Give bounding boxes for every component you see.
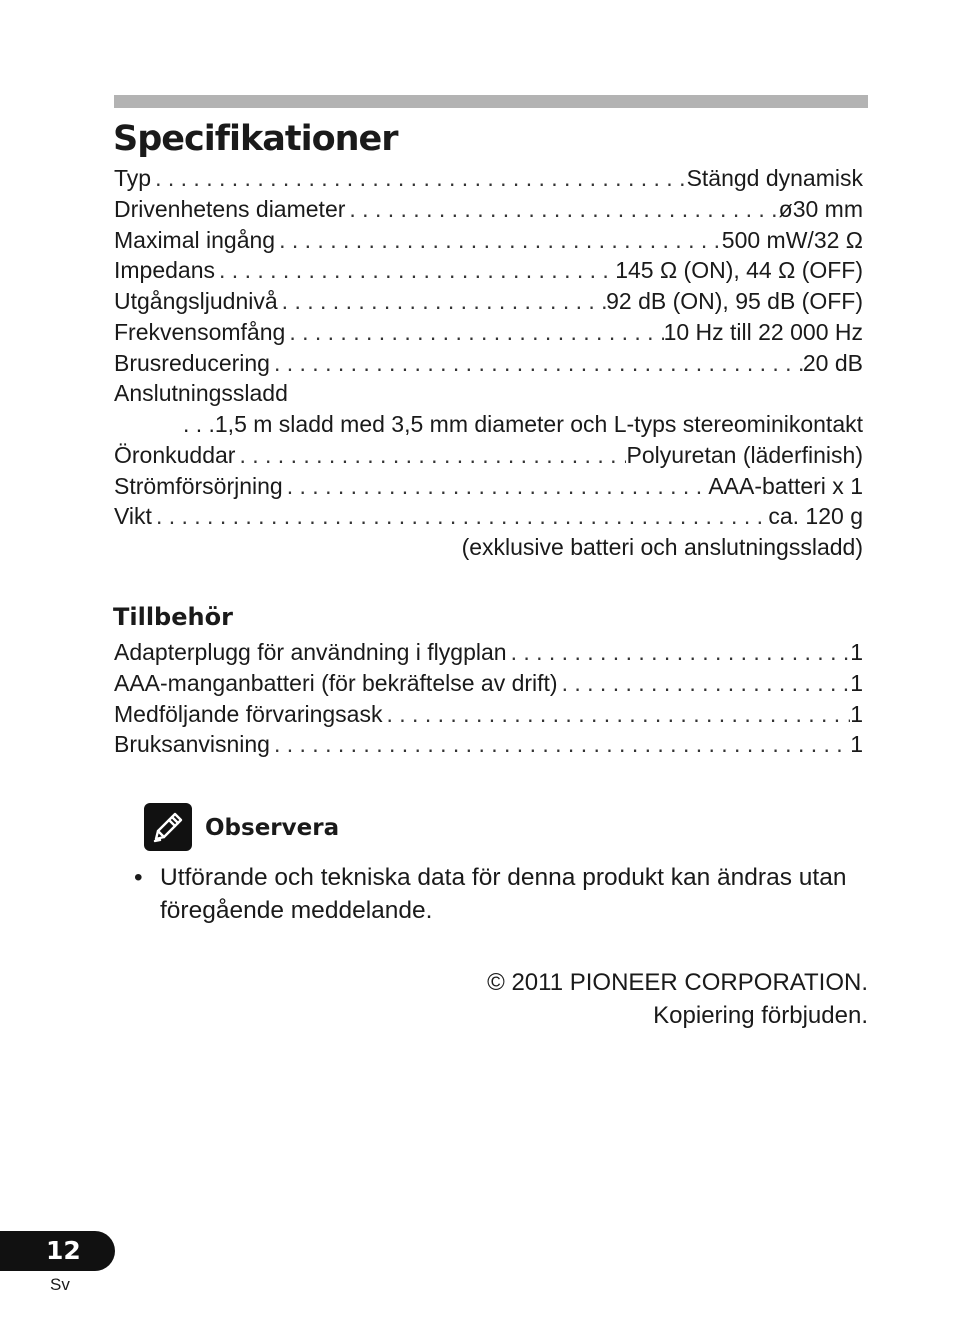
accessory-count: 1 [850, 700, 863, 727]
spec-value: Polyuretan (läderfinish) [626, 441, 863, 468]
spec-value: AAA-batteri x 1 [708, 472, 863, 499]
accessory-count: 1 [850, 669, 863, 696]
spec-row [114, 348, 863, 379]
accessory-row [114, 668, 863, 699]
copyright-line: © 2011 PIONEER CORPORATION. [487, 969, 868, 996]
spec-label: Typ [114, 165, 152, 191]
spec-value: 500 mW/32 Ω [721, 226, 863, 253]
weight-note: (exklusive batteri och anslutningssladd) [461, 534, 863, 560]
spec-row [114, 286, 863, 317]
note-bullet [134, 861, 864, 927]
copyright [487, 966, 868, 1032]
spec-value-cable: . . .1,5 m sladd med 3,5 mm diameter och L-typs stereominikontakt [182, 411, 863, 437]
accessories-list [114, 637, 863, 760]
page-title: Specifikationer [113, 119, 398, 159]
accessory-label: Bruksanvisning [114, 731, 270, 758]
spec-row [114, 501, 863, 532]
spec-label: Öronkuddar [114, 441, 236, 468]
spec-label: Utgångsljudnivå [114, 288, 278, 314]
spec-value: ca. 120 g [768, 503, 863, 530]
spec-value: 145 Ω (ON), 44 Ω (OFF) [615, 257, 863, 284]
spec-row [114, 440, 863, 471]
bullet-dot: • [134, 864, 143, 891]
accessory-row [114, 699, 863, 730]
accessory-count: 1 [850, 731, 863, 758]
note-title: Observera [205, 815, 340, 841]
spec-value: 92 dB (ON), 95 dB (OFF) [606, 288, 863, 314]
spec-label: Impedans [114, 257, 216, 284]
spec-label-cable: Anslutningssladd [114, 380, 288, 407]
spec-label: Vikt [114, 503, 152, 530]
accessory-count: 1 [850, 639, 863, 665]
page-number: 12 [46, 1236, 81, 1265]
spec-label: Brusreducering [114, 349, 270, 376]
spec-label: Maximal ingång [114, 226, 276, 253]
accessory-label: AAA-manganbatteri (för bekräftelse av drift) [114, 669, 558, 696]
accessory-row [114, 637, 863, 668]
accessory-label: Medföljande förvaringsask [114, 700, 383, 727]
spec-value: 10 Hz till 22 000 Hz [663, 318, 863, 345]
spec-label: Frekvensomfång [114, 318, 286, 345]
spec-row [114, 225, 863, 256]
language-code: Sv [50, 1275, 70, 1294]
accessories-title: Tillbehör [113, 603, 233, 631]
spec-value: ø30 mm [778, 195, 863, 222]
pencil-icon [144, 803, 192, 851]
spec-row [114, 317, 863, 348]
spec-row [114, 471, 863, 502]
accessory-label: Adapterplugg för användning i flygplan [114, 639, 507, 665]
spec-label: Strömförsörjning [114, 472, 283, 499]
header-rule [114, 95, 868, 108]
spec-label: Drivenhetens diameter [114, 195, 346, 222]
spec-row [114, 255, 863, 286]
note-text: Utförande och tekniska data för denna produkt kan ändras utan föregående meddelande. [160, 864, 847, 924]
accessory-row [114, 729, 863, 760]
spec-row [114, 194, 863, 225]
spec-list [114, 163, 863, 563]
copyright-line: Kopiering förbjuden. [653, 1002, 868, 1029]
spec-row [114, 163, 863, 194]
spec-value: 20 dB [802, 349, 863, 376]
spec-value: Stängd dynamisk [686, 165, 863, 191]
